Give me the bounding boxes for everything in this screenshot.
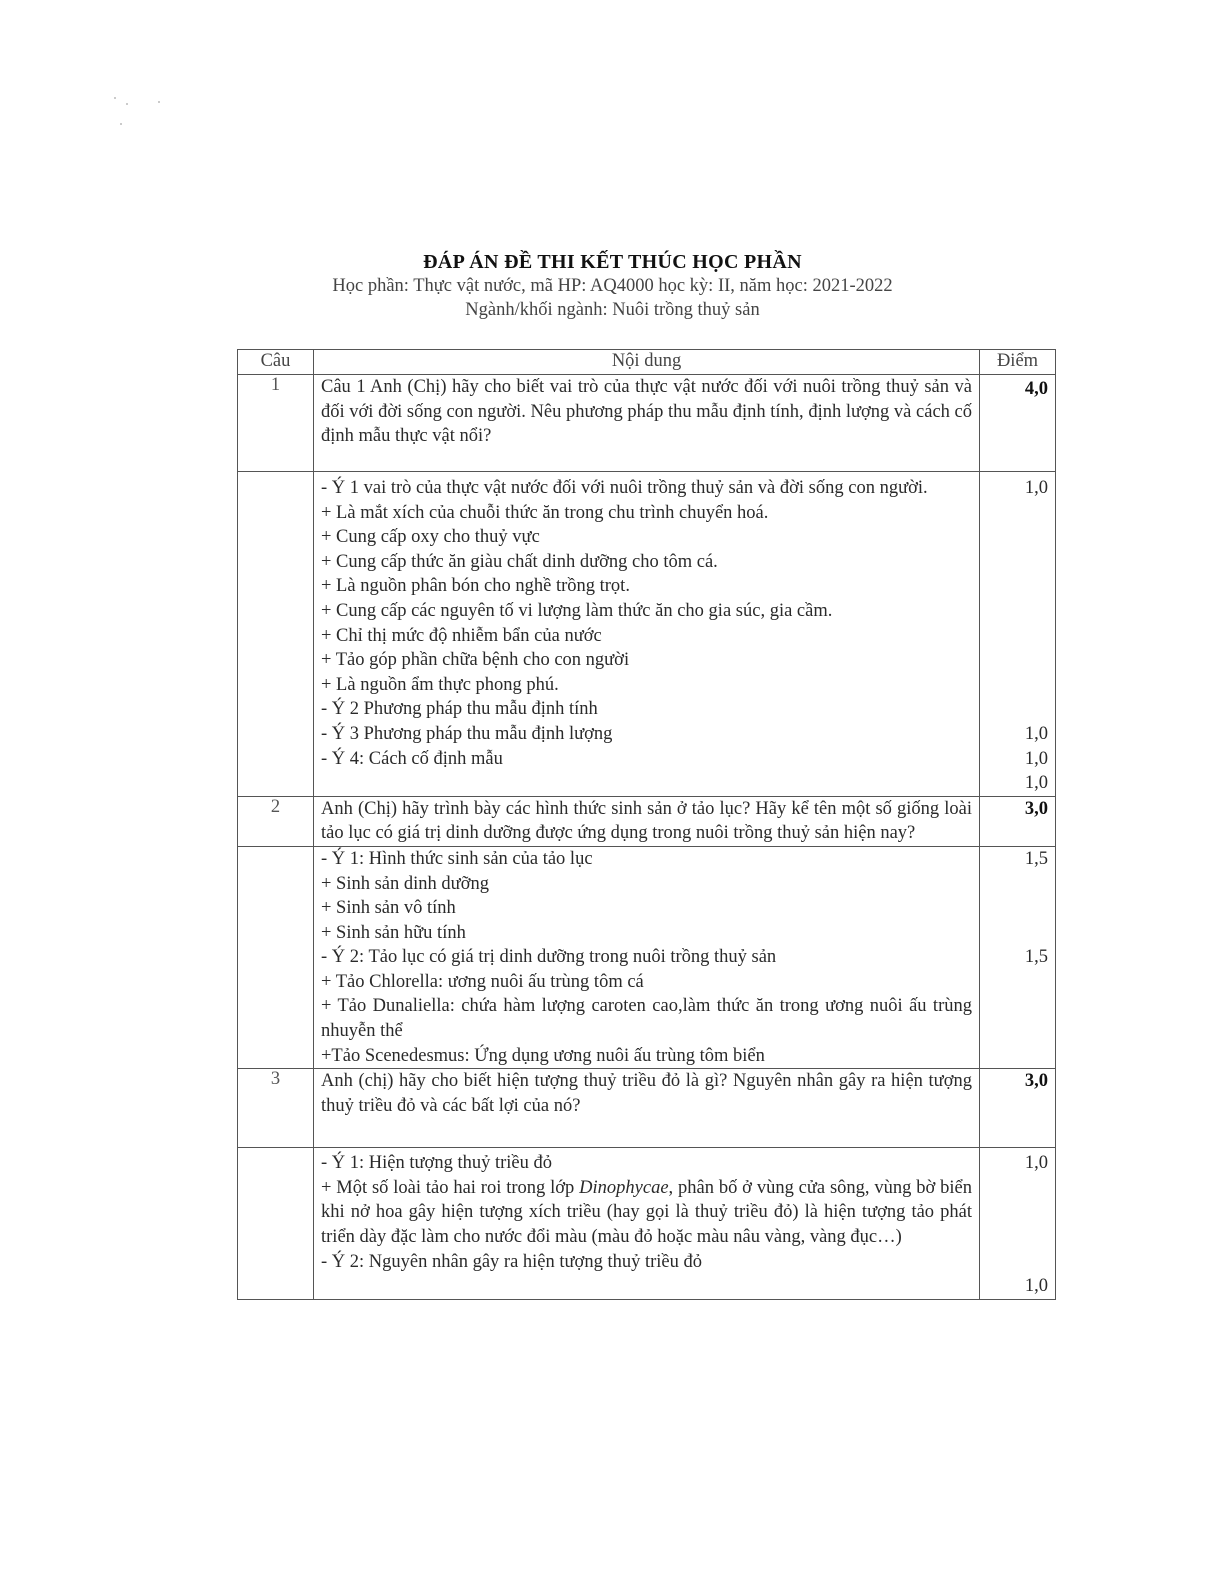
answer-content-cell (314, 472, 980, 797)
list-item: + Sinh sản dinh dưỡng (321, 873, 489, 894)
point-score: 1,0 (1024, 748, 1048, 769)
empty-cell (238, 472, 314, 797)
question-score: 3,0 (1024, 798, 1048, 819)
question-text-cell (314, 796, 980, 846)
table-row (238, 1069, 1056, 1148)
table-header-row (238, 350, 1056, 375)
paragraph-rest: , phân bố ở vùng cửa sông, vùng bờ biển khi nở hoa gây hiện tượng xích triều (hay gọi là thuỷ triều đỏ) là hiện tượng tảo phát triển dày đặc làm cho nước đổi màu (màu đỏ hoặc màu nâu vàng, vàng đục…) (321, 1177, 972, 1248)
point-score: 1,0 (1024, 1276, 1048, 1297)
question-number: 2 (238, 796, 314, 846)
answer-point: - Ý 1: Hình thức sinh sản của tảo lục (321, 848, 593, 869)
question-number: 3 (238, 1069, 314, 1148)
question-number: 1 (238, 375, 314, 472)
table-row (238, 375, 1056, 472)
answer-score-cell (980, 1148, 1056, 1300)
point-score: 1,0 (1024, 1153, 1048, 1174)
point-score: 1,0 (1024, 478, 1048, 498)
question-text-cell (314, 375, 980, 472)
answer-point: - Ý 2 Phương pháp thu mẫu định tính (321, 699, 598, 720)
question-text: Câu 1 Anh (Chị) hãy cho biết vai trò của thực vật nước đối với nuôi trồng thuỷ sản và đối với đời sống con người. Nêu phương pháp thu mẫu định tính, định lượng và cách cố định mẫu thực vật nổi? (321, 377, 972, 447)
table-row (238, 1148, 1056, 1300)
list-item: + Tảo Chlorella: ương nuôi ấu trùng tôm cá (321, 971, 644, 992)
point-score: 1,5 (1024, 947, 1048, 968)
major-info: Ngành/khối ngành: Nuôi trồng thuỷ sản (465, 300, 760, 320)
question-score: 4,0 (1024, 379, 1048, 399)
document-header (0, 250, 1225, 322)
course-info: Học phần: Thực vật nước, mã HP: AQ4000 học kỳ: II, năm học: 2021-2022 (332, 276, 893, 296)
list-item: +Tảo Scenedesmus: Ứng dụng ương nuôi ấu trùng tôm biển (321, 1045, 765, 1066)
answer-point: - Ý 1: Hiện tượng thuỷ triều đỏ (321, 1153, 552, 1174)
point-score: 1,5 (1024, 848, 1048, 869)
answer-score-cell (980, 472, 1056, 797)
question-text-cell (314, 1069, 980, 1148)
question-score: 3,0 (1024, 1071, 1048, 1092)
paragraph-start: + Một số loài tảo hai roi trong lớp (321, 1177, 580, 1198)
answer-content-cell (314, 1148, 980, 1300)
table-row (238, 472, 1056, 797)
list-item: + Cung cấp các nguyên tố vi lượng làm thức ăn cho gia súc, gia cầm. (321, 600, 833, 621)
question-text: Anh (chị) hãy cho biết hiện tượng thuỷ triều đỏ là gì? Nguyên nhân gây ra hiện tượng thuỷ triều đỏ và các bất lợi của nó? (321, 1071, 972, 1116)
answer-point: - Ý 3 Phương pháp thu mẫu định lượng (321, 723, 613, 744)
list-item: + Là mắt xích của chuỗi thức ăn trong chu trình chuyển hoá. (321, 502, 769, 523)
scan-specks (110, 95, 170, 135)
table-row (238, 846, 1056, 1068)
header-content: Nội dung (314, 350, 980, 375)
answer-content-cell (314, 846, 980, 1068)
empty-cell (238, 846, 314, 1068)
list-item: + Là nguồn ẩm thực phong phú. (321, 674, 559, 695)
answer-score-cell (980, 846, 1056, 1068)
point-score: 1,0 (1024, 723, 1048, 744)
list-item: + Chỉ thị mức độ nhiễm bẩn của nước (321, 625, 602, 646)
answer-table (237, 349, 1056, 1300)
answer-point: - Ý 1 vai trò của thực vật nước đối với nuôi trồng thuỷ sản và đời sống con người. (321, 478, 928, 498)
list-item: + Sinh sản vô tính (321, 898, 456, 919)
taxon-name: Dinophycae (579, 1177, 669, 1198)
list-item: + Tảo góp phần chữa bệnh cho con người (321, 650, 630, 671)
answer-point: - Ý 2: Nguyên nhân gây ra hiện tượng thuỷ triều đỏ (321, 1251, 702, 1272)
document-title: ĐÁP ÁN ĐỀ THI KẾT THÚC HỌC PHẦN (423, 251, 802, 273)
header-question-number: Câu (238, 350, 314, 375)
table-row (238, 796, 1056, 846)
header-score: Điểm (980, 350, 1056, 375)
list-item: + Tảo Dunaliella: chứa hàm lượng caroten cao,làm thức ăn trong ương nuôi ấu trùng nhuyễn thể (321, 996, 972, 1042)
list-item: + Là nguồn phân bón cho nghề trồng trọt. (321, 576, 630, 597)
answer-point: - Ý 2: Tảo lục có giá trị dinh dưỡng trong nuôi trồng thuỷ sản (321, 947, 777, 968)
question-score-cell (980, 1069, 1056, 1148)
answer-point: - Ý 4: Cách cố định mẫu (321, 748, 503, 769)
question-score-cell (980, 375, 1056, 472)
list-item: + Cung cấp oxy cho thuỷ vực (321, 527, 540, 548)
list-item: + Sinh sản hữu tính (321, 922, 466, 943)
list-item: + Cung cấp thức ăn giàu chất dinh dưỡng cho tôm cá. (321, 551, 718, 572)
question-text: Anh (Chị) hãy trình bày các hình thức sinh sản ở tảo lục? Hãy kể tên một số giống loài tảo lục có giá trị dinh dưỡng được ứng dụng trong nuôi trồng thuỷ sản hiện nay? (321, 798, 972, 844)
empty-cell (238, 1148, 314, 1300)
question-score-cell (980, 796, 1056, 846)
answer-paragraph (321, 1176, 972, 1250)
point-score: 1,0 (1024, 773, 1048, 794)
